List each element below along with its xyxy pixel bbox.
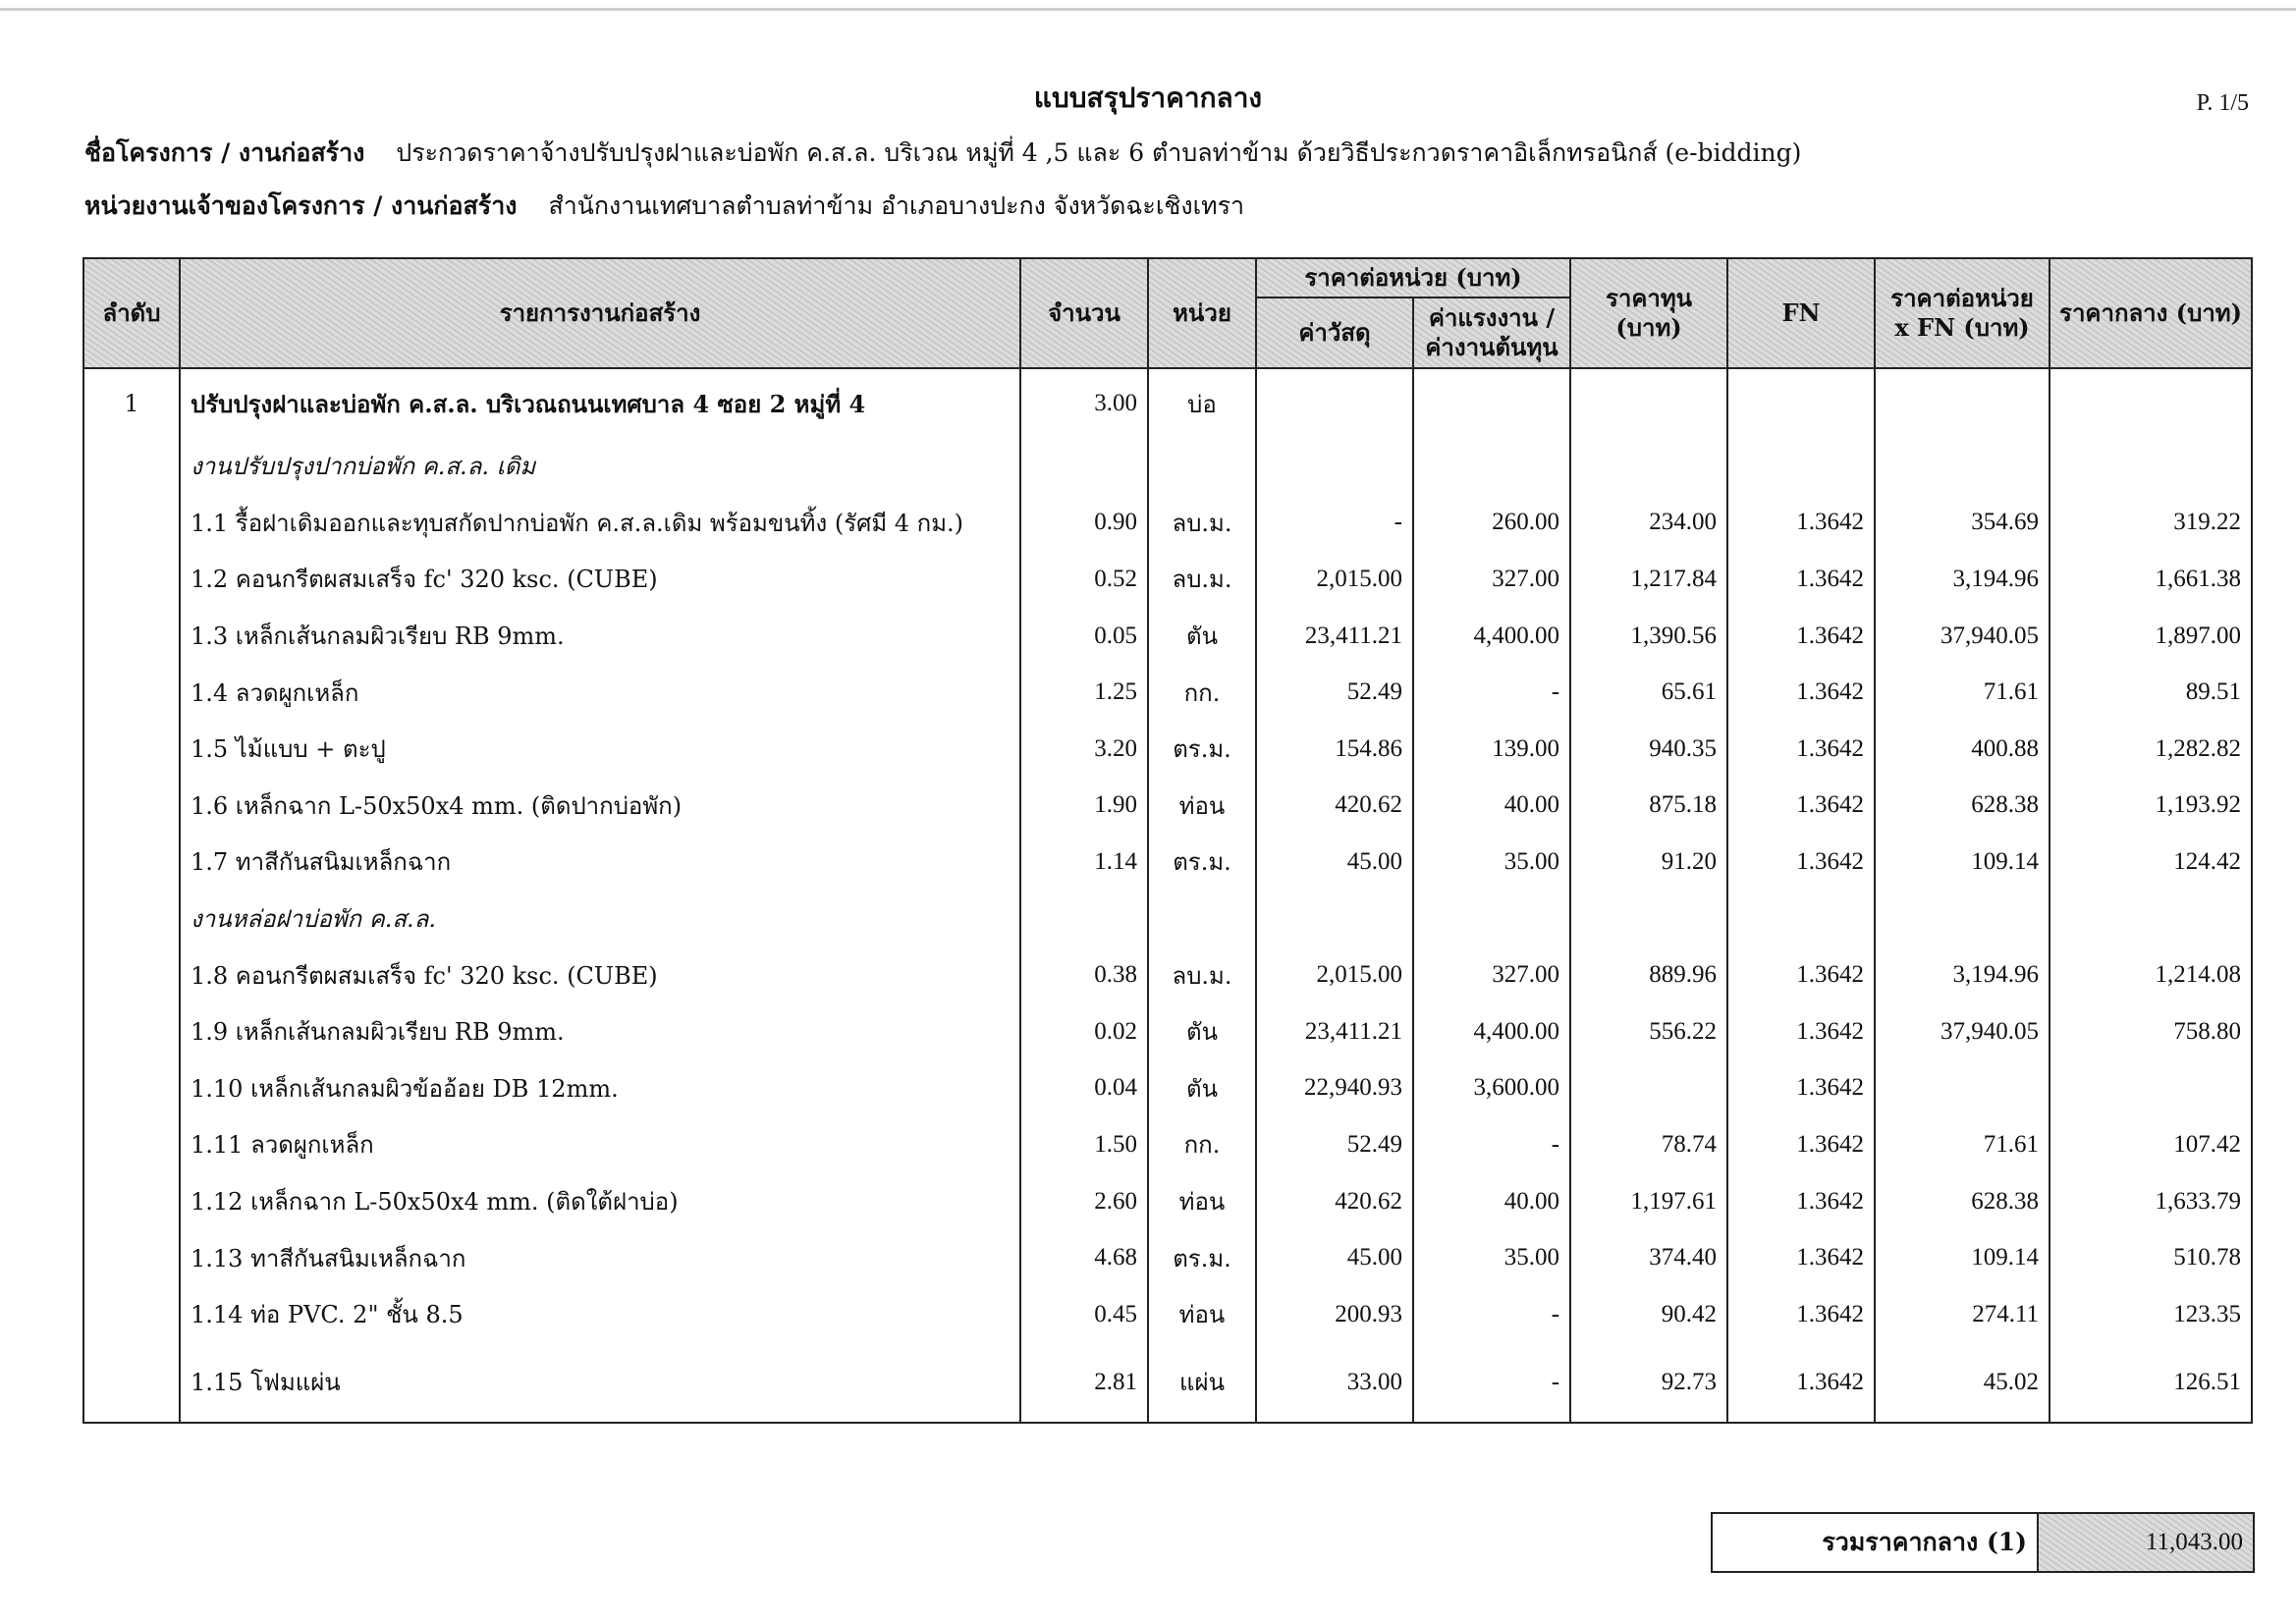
cell-unit-fn: 37,940.05	[1875, 1003, 2050, 1060]
cell-item: 1.1 รื้อฝาเดิมออกและทุบสกัดปากบ่อพัก ค.ส.ล.เดิม พร้อมขนทิ้ง (รัศมี 4 กม.)	[180, 495, 1020, 552]
cell-labor: 139.00	[1413, 721, 1570, 778]
table-row	[83, 551, 2252, 608]
cell-unit-fn	[1875, 1060, 2050, 1117]
owner-line	[84, 187, 1244, 226]
cell-qty: 0.52	[1020, 551, 1148, 608]
cell-unit-fn: 71.61	[1875, 1116, 2050, 1173]
cell-unit: ลบ.ม.	[1148, 495, 1256, 552]
cell-item: 1.14 ท่อ PVC. 2" ชั้น 8.5	[180, 1286, 1020, 1343]
cell-labor: 327.00	[1413, 551, 1570, 608]
cell-qty: 1.90	[1020, 778, 1148, 835]
cell-unit-fn: 45.02	[1875, 1343, 2050, 1423]
cell-qty: 1.50	[1020, 1116, 1148, 1173]
cell-no	[83, 1003, 180, 1060]
cell-labor: 35.00	[1413, 1229, 1570, 1286]
cell-unit	[1148, 438, 1256, 495]
table-row	[83, 495, 2252, 552]
cell-median-price: 319.22	[2050, 495, 2252, 552]
project-value: ประกวดราคาจ้างปรับปรุงฝาและบ่อพัก ค.ส.ล. บริเวณ หมู่ที่ 4 ,5 และ 6 ตำบลท่าข้าม ด้วยวิธีประกวดราคาอิเล็กทรอนิกส์ (e-bidding)	[396, 138, 1802, 167]
cell-labor: 4,400.00	[1413, 608, 1570, 665]
page-number: P. 1/5	[2196, 90, 2249, 116]
cell-unit-fn	[1875, 891, 2050, 947]
cell-unit-fn: 628.38	[1875, 1173, 2050, 1230]
header-unit: หน่วย	[1148, 258, 1256, 368]
total-box	[1711, 1512, 2255, 1573]
cell-fn: 1.3642	[1727, 947, 1875, 1003]
cell-cost: 1,197.61	[1570, 1173, 1727, 1230]
cell-median-price: 107.42	[2050, 1116, 2252, 1173]
cell-median-price	[2050, 891, 2252, 947]
cell-item: 1.4 ลวดผูกเหล็ก	[180, 664, 1020, 721]
table-row	[83, 1173, 2252, 1230]
cell-no	[83, 608, 180, 665]
cell-item: ปรับปรุงฝาและบ่อพัก ค.ส.ล. บริเวณถนนเทศบาล 4 ซอย 2 หมู่ที่ 4	[180, 368, 1020, 438]
table-row	[83, 608, 2252, 665]
cell-labor: 260.00	[1413, 495, 1570, 552]
cell-no	[83, 947, 180, 1003]
header-material: ค่าวัสดุ	[1256, 298, 1413, 368]
table-row	[83, 1229, 2252, 1286]
cell-unit-fn	[1875, 438, 2050, 495]
cell-unit: กก.	[1148, 664, 1256, 721]
cell-cost	[1570, 891, 1727, 947]
cell-unit-fn: 354.69	[1875, 495, 2050, 552]
cell-unit-fn: 37,940.05	[1875, 608, 2050, 665]
cell-unit: ท่อน	[1148, 1286, 1256, 1343]
cell-unit-fn: 3,194.96	[1875, 947, 2050, 1003]
table-row	[83, 368, 2252, 438]
header-unit-fn: ราคาต่อหน่วย x FN (บาท)	[1875, 258, 2050, 368]
cell-qty: 1.14	[1020, 834, 1148, 891]
cell-material	[1256, 891, 1413, 947]
cell-material: 154.86	[1256, 721, 1413, 778]
header-item: รายการงานก่อสร้าง	[180, 258, 1020, 368]
cell-cost	[1570, 438, 1727, 495]
table-row	[83, 1116, 2252, 1173]
cell-unit-fn: 628.38	[1875, 778, 2050, 835]
table-row	[83, 1003, 2252, 1060]
cell-labor	[1413, 368, 1570, 438]
cell-unit-fn: 71.61	[1875, 664, 2050, 721]
cell-qty: 0.90	[1020, 495, 1148, 552]
cell-cost: 374.40	[1570, 1229, 1727, 1286]
cell-unit: ท่อน	[1148, 1173, 1256, 1230]
cell-unit: ตร.ม.	[1148, 721, 1256, 778]
cell-fn: 1.3642	[1727, 664, 1875, 721]
cell-cost: 875.18	[1570, 778, 1727, 835]
cell-fn: 1.3642	[1727, 551, 1875, 608]
table-row	[83, 1343, 2252, 1423]
cell-fn: 1.3642	[1727, 1060, 1875, 1117]
cell-unit: บ่อ	[1148, 368, 1256, 438]
cell-cost: 65.61	[1570, 664, 1727, 721]
cell-unit: แผ่น	[1148, 1343, 1256, 1423]
cell-item: 1.5 ไม้แบบ + ตะปู	[180, 721, 1020, 778]
table-row	[83, 947, 2252, 1003]
cell-fn: 1.3642	[1727, 1116, 1875, 1173]
cell-item: งานหล่อฝาบ่อพัก ค.ส.ล.	[180, 891, 1020, 947]
cell-unit: ลบ.ม.	[1148, 551, 1256, 608]
cell-material: 33.00	[1256, 1343, 1413, 1423]
cell-qty: 2.60	[1020, 1173, 1148, 1230]
cell-fn	[1727, 438, 1875, 495]
cell-fn: 1.3642	[1727, 721, 1875, 778]
cell-fn: 1.3642	[1727, 1229, 1875, 1286]
cell-material: -	[1256, 495, 1413, 552]
cell-material: 23,411.21	[1256, 608, 1413, 665]
cell-material: 45.00	[1256, 1229, 1413, 1286]
cell-median-price: 124.42	[2050, 834, 2252, 891]
cell-qty: 0.04	[1020, 1060, 1148, 1117]
cell-item: 1.8 คอนกรีตผสมเสร็จ fc' 320 ksc. (CUBE)	[180, 947, 1020, 1003]
cell-cost: 940.35	[1570, 721, 1727, 778]
cell-item: 1.2 คอนกรีตผสมเสร็จ fc' 320 ksc. (CUBE)	[180, 551, 1020, 608]
cell-unit-fn	[1875, 368, 2050, 438]
cell-median-price: 1,633.79	[2050, 1173, 2252, 1230]
table-row	[83, 891, 2252, 947]
cell-median-price: 510.78	[2050, 1229, 2252, 1286]
table-row	[83, 1286, 2252, 1343]
cell-labor: 3,600.00	[1413, 1060, 1570, 1117]
cell-median-price	[2050, 1060, 2252, 1117]
cell-cost: 78.74	[1570, 1116, 1727, 1173]
table-body	[83, 368, 2252, 1423]
cell-qty: 3.20	[1020, 721, 1148, 778]
cell-item: 1.9 เหล็กเส้นกลมผิวเรียบ RB 9mm.	[180, 1003, 1020, 1060]
cell-labor: 40.00	[1413, 778, 1570, 835]
cell-no	[83, 438, 180, 495]
cell-unit-fn: 109.14	[1875, 1229, 2050, 1286]
cell-unit: ลบ.ม.	[1148, 947, 1256, 1003]
cell-no	[83, 551, 180, 608]
cell-material: 200.93	[1256, 1286, 1413, 1343]
cell-cost: 556.22	[1570, 1003, 1727, 1060]
cell-fn: 1.3642	[1727, 1003, 1875, 1060]
cell-material: 52.49	[1256, 1116, 1413, 1173]
cell-median-price: 123.35	[2050, 1286, 2252, 1343]
cell-qty: 0.38	[1020, 947, 1148, 1003]
cell-median-price	[2050, 368, 2252, 438]
header-no: ลำดับ	[83, 258, 180, 368]
cell-item: 1.10 เหล็กเส้นกลมผิวข้ออ้อย DB 12mm.	[180, 1060, 1020, 1117]
cell-median-price: 1,193.92	[2050, 778, 2252, 835]
cell-fn: 1.3642	[1727, 608, 1875, 665]
scan-top-border	[0, 8, 2296, 11]
cell-no	[83, 891, 180, 947]
total-value: 11,043.00	[2038, 1513, 2254, 1572]
cell-unit-fn: 400.88	[1875, 721, 2050, 778]
cell-fn: 1.3642	[1727, 1286, 1875, 1343]
cell-labor: 327.00	[1413, 947, 1570, 1003]
cell-labor: -	[1413, 1343, 1570, 1423]
cell-median-price: 1,897.00	[2050, 608, 2252, 665]
cell-fn: 1.3642	[1727, 1343, 1875, 1423]
cell-material: 420.62	[1256, 778, 1413, 835]
header-cost: ราคาทุน (บาท)	[1570, 258, 1727, 368]
table-row	[83, 664, 2252, 721]
cell-item: งานปรับปรุงปากบ่อพัก ค.ส.ล. เดิม	[180, 438, 1020, 495]
cell-item: 1.11 ลวดผูกเหล็ก	[180, 1116, 1020, 1173]
cell-material: 2,015.00	[1256, 551, 1413, 608]
owner-label: หน่วยงานเจ้าของโครงการ / งานก่อสร้าง	[84, 191, 518, 220]
cell-qty: 4.68	[1020, 1229, 1148, 1286]
cell-qty	[1020, 891, 1148, 947]
cell-fn: 1.3642	[1727, 1173, 1875, 1230]
cell-labor: 4,400.00	[1413, 1003, 1570, 1060]
cell-labor: -	[1413, 1116, 1570, 1173]
cell-cost: 234.00	[1570, 495, 1727, 552]
cell-unit: ท่อน	[1148, 778, 1256, 835]
cell-cost	[1570, 1060, 1727, 1117]
cell-no	[83, 778, 180, 835]
cell-no	[83, 495, 180, 552]
cell-unit-fn: 274.11	[1875, 1286, 2050, 1343]
cell-item: 1.3 เหล็กเส้นกลมผิวเรียบ RB 9mm.	[180, 608, 1020, 665]
cell-no	[83, 1173, 180, 1230]
header-fn: FN	[1727, 258, 1875, 368]
cell-labor: -	[1413, 664, 1570, 721]
price-summary-table	[82, 257, 2253, 1424]
cell-labor	[1413, 891, 1570, 947]
total-label: รวมราคากลาง (1)	[1712, 1513, 2038, 1572]
cell-item: 1.7 ทาสีกันสนิมเหล็กฉาก	[180, 834, 1020, 891]
cell-item: 1.13 ทาสีกันสนิมเหล็กฉาก	[180, 1229, 1020, 1286]
cell-unit: ตัน	[1148, 1003, 1256, 1060]
cell-cost: 1,390.56	[1570, 608, 1727, 665]
cell-material: 2,015.00	[1256, 947, 1413, 1003]
cell-qty: 3.00	[1020, 368, 1148, 438]
cell-cost: 91.20	[1570, 834, 1727, 891]
cell-unit: ตัน	[1148, 1060, 1256, 1117]
cell-unit: กก.	[1148, 1116, 1256, 1173]
cell-qty: 0.02	[1020, 1003, 1148, 1060]
cell-labor: -	[1413, 1286, 1570, 1343]
cell-fn	[1727, 368, 1875, 438]
header-unit-price-group: ราคาต่อหน่วย (บาท)	[1256, 258, 1570, 298]
cell-fn: 1.3642	[1727, 834, 1875, 891]
cell-median-price: 89.51	[2050, 664, 2252, 721]
project-line	[84, 134, 1801, 173]
cell-cost: 889.96	[1570, 947, 1727, 1003]
cell-unit: ตร.ม.	[1148, 834, 1256, 891]
cell-no: 1	[83, 368, 180, 438]
cell-qty	[1020, 438, 1148, 495]
cell-no	[83, 834, 180, 891]
table-row	[83, 721, 2252, 778]
cell-median-price	[2050, 438, 2252, 495]
cell-unit-fn: 109.14	[1875, 834, 2050, 891]
cell-labor: 40.00	[1413, 1173, 1570, 1230]
document-title: แบบสรุปราคากลาง	[1033, 81, 1263, 114]
cell-material: 52.49	[1256, 664, 1413, 721]
cell-cost: 90.42	[1570, 1286, 1727, 1343]
cell-material: 45.00	[1256, 834, 1413, 891]
cell-no	[83, 1343, 180, 1423]
header-median-price: ราคากลาง (บาท)	[2050, 258, 2252, 368]
cell-median-price: 758.80	[2050, 1003, 2252, 1060]
cell-median-price: 1,282.82	[2050, 721, 2252, 778]
cell-no	[83, 1116, 180, 1173]
project-label: ชื่อโครงการ / งานก่อสร้าง	[84, 138, 365, 167]
cell-item: 1.12 เหล็กฉาก L-50x50x4 mm. (ติดใต้ฝาบ่อ)	[180, 1173, 1020, 1230]
cell-item: 1.6 เหล็กฉาก L-50x50x4 mm. (ติดปากบ่อพัก)	[180, 778, 1020, 835]
cell-unit-fn: 3,194.96	[1875, 551, 2050, 608]
cell-qty: 0.45	[1020, 1286, 1148, 1343]
cell-fn: 1.3642	[1727, 778, 1875, 835]
cell-no	[83, 1060, 180, 1117]
cell-no	[83, 721, 180, 778]
cell-labor	[1413, 438, 1570, 495]
cell-material: 420.62	[1256, 1173, 1413, 1230]
cell-qty: 0.05	[1020, 608, 1148, 665]
cell-median-price: 126.51	[2050, 1343, 2252, 1423]
cell-fn: 1.3642	[1727, 495, 1875, 552]
cell-median-price: 1,661.38	[2050, 551, 2252, 608]
cell-unit	[1148, 891, 1256, 947]
cell-cost	[1570, 368, 1727, 438]
table-row	[83, 1060, 2252, 1117]
cell-labor: 35.00	[1413, 834, 1570, 891]
header-qty: จำนวน	[1020, 258, 1148, 368]
cell-median-price: 1,214.08	[2050, 947, 2252, 1003]
cell-no	[83, 1286, 180, 1343]
cell-cost: 92.73	[1570, 1343, 1727, 1423]
cell-unit: ตร.ม.	[1148, 1229, 1256, 1286]
cell-material	[1256, 438, 1413, 495]
cell-cost: 1,217.84	[1570, 551, 1727, 608]
table-row	[83, 438, 2252, 495]
header-labor: ค่าแรงงาน / ค่างานต้นทุน	[1413, 298, 1570, 368]
cell-qty: 1.25	[1020, 664, 1148, 721]
cell-item: 1.15 โฟมแผ่น	[180, 1343, 1020, 1423]
cell-material: 23,411.21	[1256, 1003, 1413, 1060]
cell-material	[1256, 368, 1413, 438]
cell-unit: ตัน	[1148, 608, 1256, 665]
cell-qty: 2.81	[1020, 1343, 1148, 1423]
cell-fn	[1727, 891, 1875, 947]
cell-material: 22,940.93	[1256, 1060, 1413, 1117]
owner-value: สำนักงานเทศบาลตำบลท่าข้าม อำเภอบางปะกง จังหวัดฉะเชิงเทรา	[548, 191, 1245, 220]
table-row	[83, 834, 2252, 891]
table-row	[83, 778, 2252, 835]
cell-no	[83, 664, 180, 721]
cell-no	[83, 1229, 180, 1286]
